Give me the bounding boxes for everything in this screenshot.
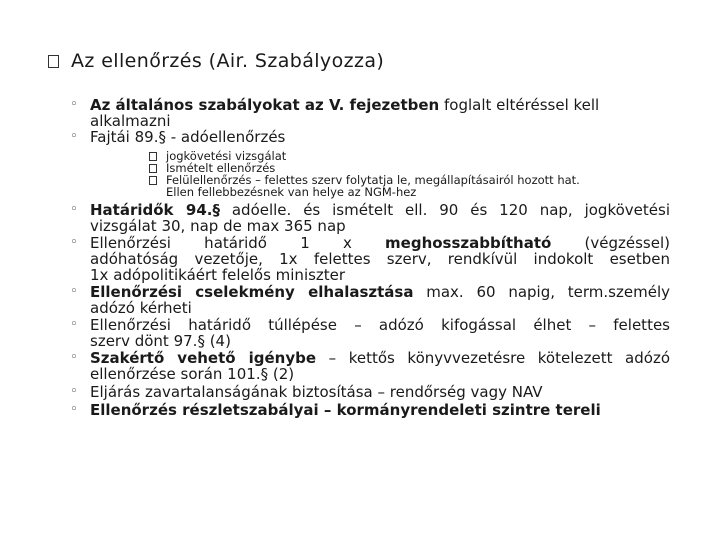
circle-bullet-icon: ◦ — [70, 129, 78, 144]
list-item-line — [90, 97, 670, 113]
list-item — [70, 384, 670, 400]
list-item-line — [90, 300, 670, 316]
list-item-line — [90, 317, 670, 333]
text-segment: adóhatóság vezetője, 1x felettes szerv, rendkívül indokolt esetben — [90, 250, 670, 268]
list-item — [70, 97, 670, 129]
list-item-line — [90, 384, 670, 400]
circle-bullet-icon: ◦ — [70, 402, 78, 417]
circle-bullet-icon: ◦ — [70, 384, 78, 399]
text-segment: adóelle. és ismételt ell. 90 és 120 nap, jogkövetési — [219, 201, 670, 219]
list-item — [70, 317, 670, 349]
checkbox-bullet-icon — [149, 164, 157, 173]
list-item-line — [90, 267, 670, 283]
text-segment: – kettős könyvvezetésre kötelezett adózó — [316, 349, 671, 367]
list-item-line — [90, 284, 670, 300]
circle-bullet-icon: ◦ — [70, 202, 78, 217]
sub-list-item — [149, 174, 670, 198]
bold-text: Ellenőrzés részletszabályai – kormányrendeleti szintre tereli — [90, 401, 601, 419]
text-segment: adózó kérheti — [90, 299, 192, 317]
bold-text: Az általános szabályokat az V. fejezetben — [90, 96, 440, 114]
checkbox-bullet-icon — [149, 176, 157, 185]
list-item-line — [90, 350, 670, 366]
list-item-line — [90, 113, 670, 129]
sub-list-item-text: Ismételt ellenőrzés — [166, 161, 276, 175]
sub-list-item-text: jogkövetési vizsgálat — [166, 149, 287, 163]
bold-text: meghosszabbítható — [385, 234, 552, 252]
text-segment: Ellenőrzési határidő 1 x — [90, 234, 386, 252]
list-item-line — [90, 218, 670, 234]
title-row — [48, 50, 384, 72]
checkbox-bullet-icon — [48, 55, 59, 68]
circle-bullet-icon: ◦ — [70, 317, 78, 332]
list-item-line — [90, 129, 670, 145]
list-item — [70, 235, 670, 283]
circle-bullet-icon: ◦ — [70, 97, 78, 112]
bold-text: Ellenőrzési cselekmény elhalasztása — [90, 283, 414, 301]
sub-list-item-text: Felülellenőrzés – felettes szerv folytatja le, megállapításairól hozott hat. — [166, 173, 580, 187]
circle-bullet-icon: ◦ — [70, 235, 78, 250]
text-segment: (végzéssel) — [551, 234, 670, 252]
text-segment: foglalt eltéréssel kell — [439, 96, 600, 114]
bullet-list — [70, 97, 670, 418]
list-item — [70, 284, 670, 316]
text-segment: 1x adópolitikáért felelős miniszter — [90, 266, 346, 284]
slide-title: Az ellenőrzés (Air. Szabályozza) — [71, 50, 385, 72]
list-item-line — [90, 366, 670, 382]
text-segment: szerv dönt 97.§ (4) — [90, 332, 231, 350]
list-item — [70, 350, 670, 382]
list-item-line — [90, 235, 670, 251]
text-segment: max. 60 napig, term.személy — [413, 283, 670, 301]
list-item — [70, 129, 670, 145]
list-item-line — [90, 333, 670, 349]
list-item-line — [90, 402, 670, 418]
text-segment: Eljárás zavartalanságának biztosítása – rendőrség vagy NAV — [90, 383, 543, 401]
text-segment: alkalmazni — [90, 112, 171, 130]
bold-text: Szakértő vehető igénybe — [90, 349, 317, 367]
checkbox-bullet-icon — [149, 152, 157, 161]
list-item-line — [90, 202, 670, 218]
text-segment: ellenőrzése során 101.§ (2) — [90, 365, 295, 383]
bold-text: Határidők 94.§ — [90, 201, 220, 219]
text-segment: vizsgálat 30, nap de max 365 nap — [90, 217, 346, 235]
list-item — [70, 402, 670, 418]
list-item-line — [90, 251, 670, 267]
text-segment: Ellenőrzési határidő túllépése – adózó kifogással élhet – felettes — [90, 316, 670, 334]
circle-bullet-icon: ◦ — [70, 284, 78, 299]
circle-bullet-icon: ◦ — [70, 350, 78, 365]
sub-list-item-text: Ellen fellebbezésnek van helye az NGM-hez — [166, 185, 417, 199]
text-segment: Fajtái 89.§ - adóellenőrzés — [90, 128, 286, 146]
list-item — [70, 202, 670, 234]
